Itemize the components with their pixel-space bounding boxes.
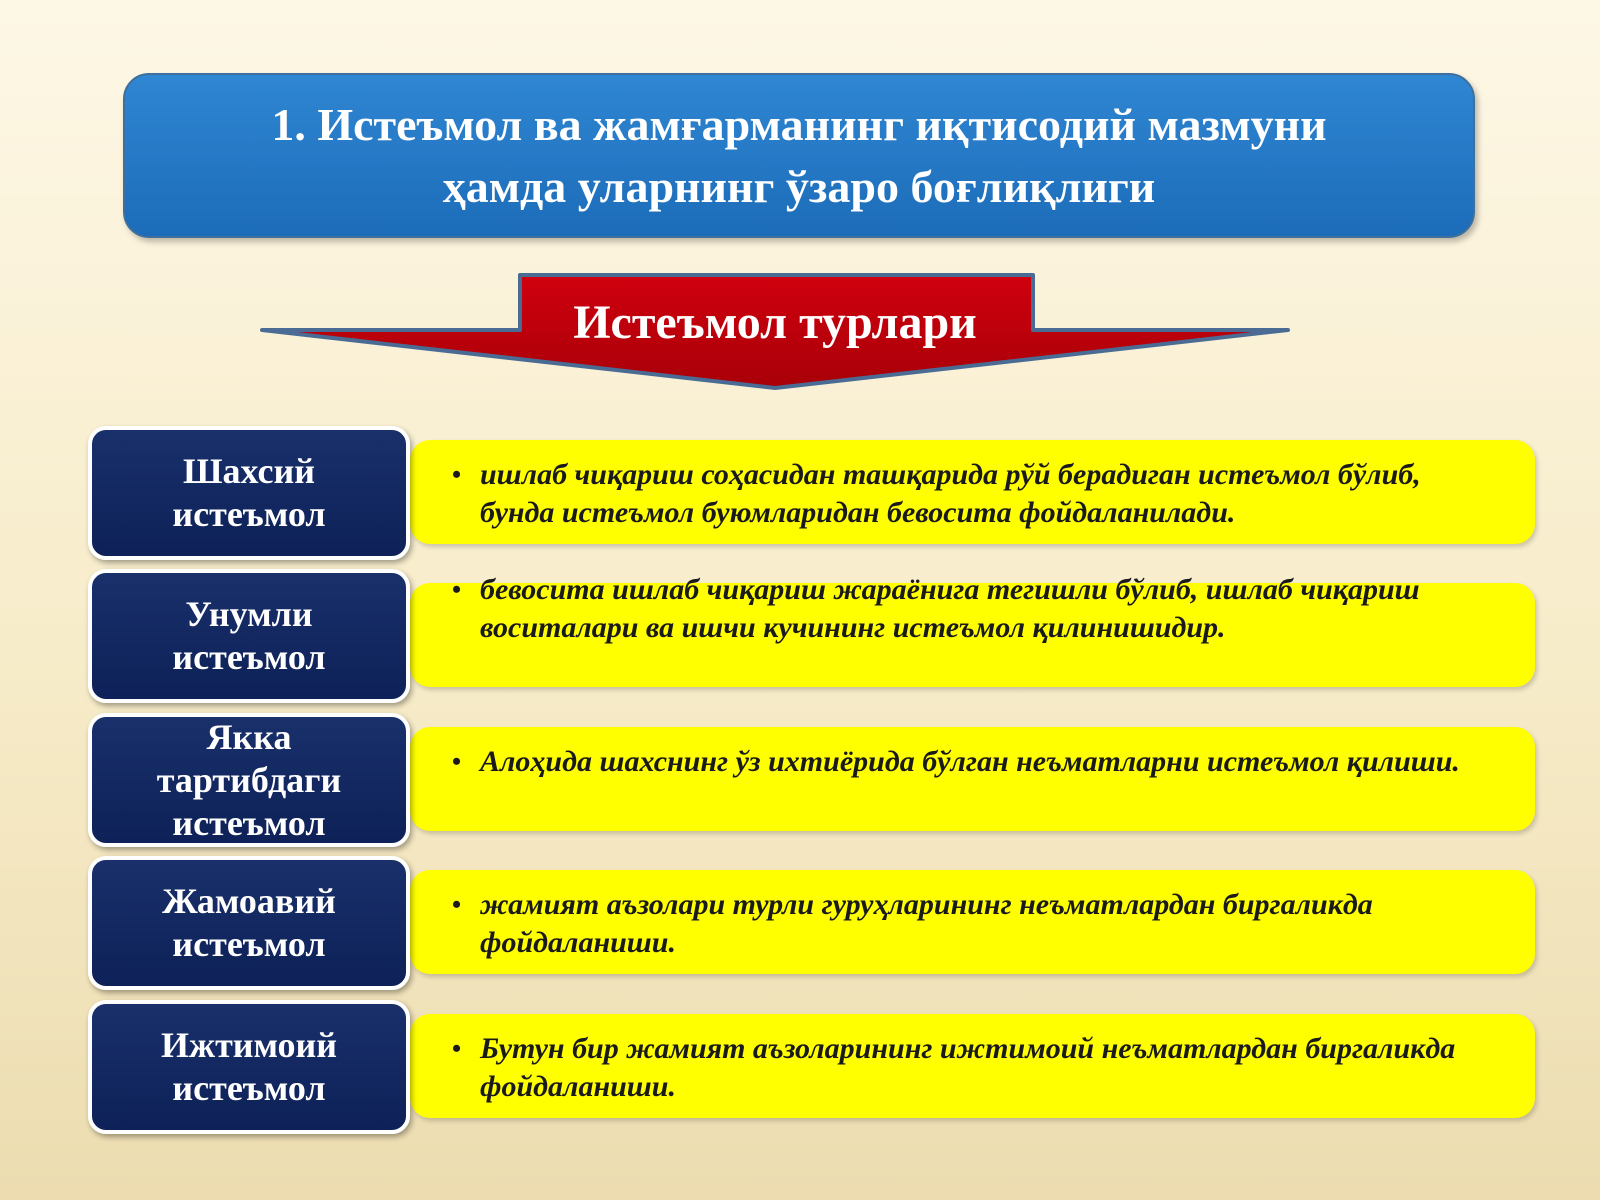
- label-line: Шахсий: [183, 451, 315, 491]
- description-text: бевосита ишлаб чиқариш жараёнига тегишли бўлиб, ишлаб чиқариш воситалари ва ишчи кучининг истеъмол қилинишидир.: [480, 573, 1420, 644]
- description-box-individual: [410, 727, 1535, 831]
- description-box-social: [410, 1014, 1535, 1118]
- label-line: Якка: [206, 716, 292, 757]
- label-line: Унумли: [185, 594, 313, 634]
- label-line: Жамоавий: [162, 881, 336, 921]
- bullet: •: [452, 575, 462, 604]
- label-line: тартибдаги: [156, 759, 342, 800]
- label-box-collective: [88, 856, 410, 990]
- label-line: истеъмол: [172, 494, 326, 534]
- description-text: ишлаб чиқариш соҳасидан ташқарида рўй берадиган истеъмол бўлиб, бунда истеъмол буюмларидан бевосита фойдаланилади.: [480, 458, 1421, 529]
- label-line: истеъмол: [172, 637, 326, 677]
- bullet: •: [452, 747, 462, 776]
- description-text: Бутун бир жамият аъзоларининг ижтимоий неъматлардан биргаликда фойдаланиши.: [480, 1032, 1456, 1103]
- slide-title-line-1: 1. Истеъмол ва жамғарманинг иқтисодий мазмуни: [271, 98, 1327, 150]
- description-box-personal: [410, 440, 1535, 544]
- label-line: истеъмол: [172, 924, 326, 964]
- label-line: Ижтимоий: [160, 1025, 338, 1065]
- slide-title-line-2: ҳамда уларнинг ўзаро боғлиқлиги: [442, 160, 1156, 212]
- bullet: •: [452, 890, 462, 919]
- description-text: жамият аъзолари турли гуруҳларининг неъматлардан биргаликда фойдаланиши.: [480, 888, 1373, 959]
- banner-label: Истеъмол турлари: [573, 295, 977, 349]
- description-text: Алоҳида шахснинг ўз ихтиёрида бўлган неъматларни истеъмол қилиши.: [480, 745, 1460, 778]
- label-line: истеъмол: [172, 1068, 326, 1108]
- bullet: •: [452, 460, 462, 489]
- label-line: истеъмол: [172, 802, 326, 843]
- bullet: •: [452, 1034, 462, 1063]
- label-box-personal: [88, 426, 410, 560]
- description-box-collective: [410, 870, 1535, 974]
- label-box-social: [88, 1000, 410, 1134]
- label-box-individual: [88, 713, 410, 847]
- label-box-productive: [88, 569, 410, 703]
- description-box-productive: [410, 573, 1535, 687]
